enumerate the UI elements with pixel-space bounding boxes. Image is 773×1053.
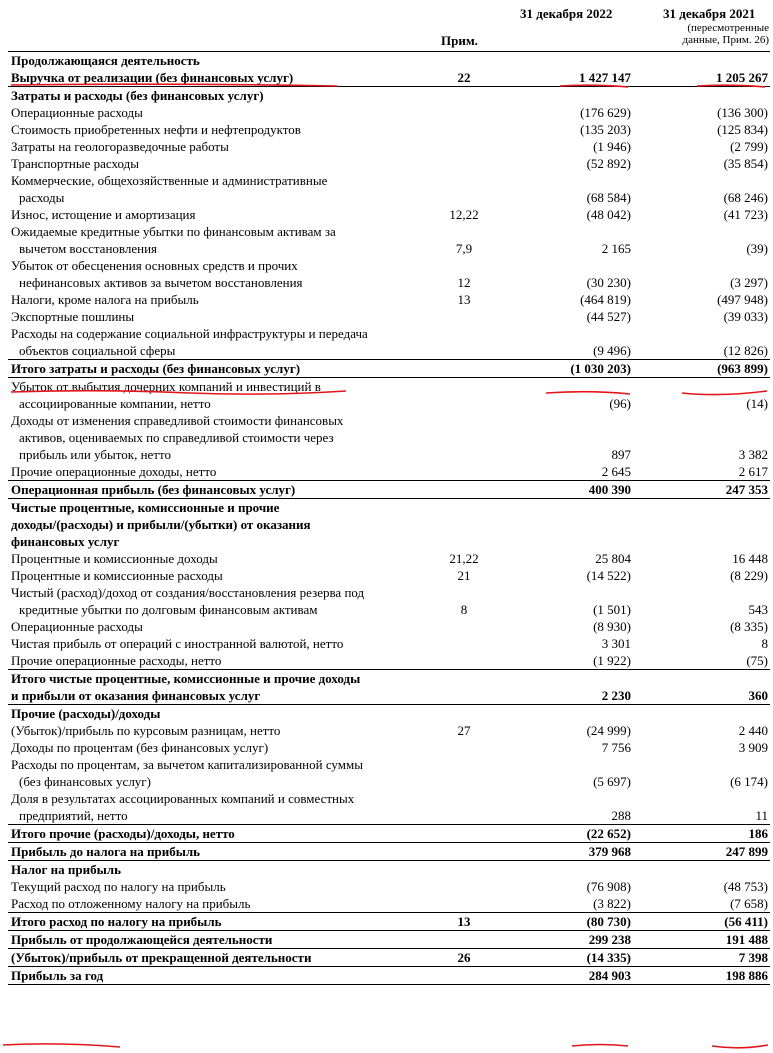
- row-label-continuation: активов, оцениваемых по справедливой стоимости через: [19, 430, 334, 445]
- row-label-line: Убыток от выбытия дочерних компаний и инвестиций в: [11, 379, 321, 394]
- statement-row: [8, 87, 770, 105]
- row-value-2022: 284 903: [495, 967, 633, 985]
- statement-row: [8, 481, 770, 499]
- row-note-ref: [433, 172, 495, 206]
- row-value-2021: 1 205 267: [716, 70, 768, 85]
- statement-row: [8, 206, 770, 223]
- row-value-2021: [633, 705, 770, 723]
- row-note-ref: [433, 412, 495, 463]
- row-label: [8, 790, 433, 825]
- statement-row: [8, 172, 770, 206]
- row-label: [8, 825, 433, 843]
- statement-row: [8, 670, 770, 705]
- row-value-2022: (76 908): [586, 879, 631, 894]
- statement-row: [8, 69, 770, 87]
- statement-row: [8, 931, 770, 949]
- row-value-2022: (52 892): [586, 156, 631, 171]
- row-label: [8, 967, 433, 985]
- statement-row: [8, 705, 770, 723]
- row-note-ref: [433, 308, 495, 325]
- statement-row: [8, 825, 770, 843]
- row-label-line: (Убыток)/прибыль по курсовым разницам, нетто: [11, 723, 281, 738]
- row-value-2021: (8 335): [730, 619, 768, 634]
- row-value-2021: 2 440: [738, 723, 768, 738]
- row-note-ref: [433, 843, 495, 861]
- row-label: [8, 325, 433, 360]
- row-note-ref: [433, 325, 495, 360]
- row-label-line: Выручка от реализации (без финансовых услуг): [11, 70, 294, 85]
- row-note-ref: [433, 618, 495, 635]
- row-note-ref: [433, 360, 495, 378]
- row-note-ref: [433, 155, 495, 172]
- row-value-2022: (1 501): [593, 602, 631, 617]
- row-value-2021: 198 886: [633, 967, 770, 985]
- row-label: [8, 652, 433, 670]
- row-label-line: Ожидаемые кредитные убытки по финансовым активам за: [11, 224, 336, 239]
- row-value-2022: (96): [495, 378, 633, 413]
- row-label: [8, 618, 433, 635]
- row-label: [8, 138, 433, 155]
- statement-row: [8, 550, 770, 567]
- row-value-2022: (80 730): [495, 913, 633, 931]
- statement-row: [8, 291, 770, 308]
- row-value-2021: (39 033): [723, 309, 768, 324]
- row-label: [8, 69, 433, 87]
- row-label-line: Доходы по процентам (без финансовых услуг): [11, 740, 269, 755]
- underline-profit-year-label: [3, 1044, 120, 1047]
- row-value-2021: [633, 499, 770, 551]
- statement-row: [8, 412, 770, 463]
- row-label-line: Процентные и комиссионные доходы: [11, 551, 218, 566]
- row-value-2022: [495, 861, 633, 879]
- row-label: [8, 360, 433, 378]
- statement-row: [8, 567, 770, 584]
- row-note-ref: 7,9: [455, 241, 473, 256]
- row-label: [8, 412, 433, 463]
- statement-row: [8, 949, 770, 967]
- row-label-line: Процентные и комиссионные расходы: [11, 568, 223, 583]
- row-value-2021: (41 723): [723, 207, 768, 222]
- row-value-2021: [633, 861, 770, 879]
- row-note-ref: 21: [457, 568, 471, 583]
- statement-row: [8, 635, 770, 652]
- row-label-line: Прочие операционные расходы, нетто: [11, 653, 222, 668]
- row-value-2022: (9 496): [593, 343, 631, 358]
- row-value-2022: (14 335): [495, 949, 633, 967]
- row-value-2022: 299 238: [495, 931, 633, 949]
- row-value-2022: 2 645: [601, 464, 631, 479]
- statement-row: [8, 895, 770, 913]
- row-label-line: Доля в результатах ассоциированных компаний и совместных: [11, 791, 355, 806]
- statement-row: [8, 790, 770, 825]
- row-value-2022: [495, 705, 633, 723]
- row-label: [8, 223, 433, 257]
- statement-row: [8, 843, 770, 861]
- row-label-line: Операционные расходы: [11, 619, 143, 634]
- row-note-ref: [433, 790, 495, 825]
- row-value-2021: (39): [746, 241, 768, 256]
- row-value-2022: [495, 52, 633, 70]
- row-label-line: Чистые процентные, комиссионные и прочие: [11, 500, 280, 515]
- underline-profit-year-2021: [712, 1045, 768, 1048]
- row-label-line: Экспортные пошлины: [11, 309, 135, 324]
- header-col-2021-note-line2: данные, Прим. 26): [682, 34, 769, 46]
- row-label: [8, 567, 433, 584]
- row-note-ref: 22: [457, 70, 471, 85]
- row-value-2022: (22 652): [495, 825, 633, 843]
- row-value-2021: (8 229): [730, 568, 768, 583]
- statement-row: [8, 463, 770, 481]
- statement-row: [8, 223, 770, 257]
- row-value-2021: (48 753): [723, 879, 768, 894]
- row-label-continuation: ассоциированные компании, нетто: [19, 396, 211, 411]
- statement-row: [8, 138, 770, 155]
- row-value-2022: (30 230): [586, 275, 631, 290]
- row-value-2022: (5 697): [593, 774, 631, 789]
- row-label-line: Чистый (расход)/доход от создания/восстановления резерва под: [11, 585, 365, 600]
- row-label-continuation: прибыль или убыток, нетто: [19, 447, 172, 462]
- header-col-2021-note: [683, 22, 769, 46]
- row-label: [8, 104, 433, 121]
- row-label-continuation: финансовых услуг: [11, 534, 120, 549]
- underline-profit-year-2022: [572, 1045, 628, 1047]
- row-label-line: Коммерческие, общехозяйственные и административные: [11, 173, 328, 188]
- row-note-ref: [433, 878, 495, 895]
- row-value-2022: (48 042): [586, 207, 631, 222]
- row-label-line: Итого расход по налогу на прибыль: [11, 914, 222, 929]
- row-label: [8, 670, 433, 705]
- row-label: [8, 481, 433, 499]
- row-value-2021: (68 246): [723, 190, 768, 205]
- statement-row: [8, 722, 770, 739]
- row-label-continuation: (без финансовых услуг): [19, 774, 151, 789]
- row-value-2022: (135 203): [580, 122, 631, 137]
- row-note-ref: [433, 481, 495, 499]
- row-value-2022: 25 804: [595, 551, 631, 566]
- statement-row: [8, 913, 770, 931]
- row-label-continuation: кредитные убытки по долговым финансовым активам: [19, 602, 318, 617]
- row-label-line: Износ, истощение и амортизация: [11, 207, 196, 222]
- row-label: [8, 584, 433, 618]
- row-value-2021: (6 174): [730, 774, 768, 789]
- row-note-ref: [433, 705, 495, 723]
- row-label-line: Итого чистые процентные, комиссионные и прочие доходы: [11, 671, 361, 686]
- row-label-line: Продолжающаяся деятельность: [11, 53, 200, 68]
- row-value-2021: 543: [748, 602, 768, 617]
- row-value-2022: 2 165: [601, 241, 631, 256]
- row-value-2022: (68 584): [586, 190, 631, 205]
- header-col-2021: 31 декабря 2021: [663, 6, 756, 21]
- row-note-ref: 13: [457, 292, 471, 307]
- row-label-line: Прибыль от продолжающейся деятельности: [11, 932, 273, 947]
- row-label: [8, 861, 433, 879]
- row-label: [8, 121, 433, 138]
- row-value-2022: 3 301: [601, 636, 631, 651]
- row-value-2022: (176 629): [580, 105, 631, 120]
- row-value-2021: (12 826): [723, 343, 768, 358]
- row-value-2021: 191 488: [633, 931, 770, 949]
- statement-row: [8, 104, 770, 121]
- row-label: [8, 635, 433, 652]
- row-value-2021: (75): [746, 653, 768, 668]
- statement-row: [8, 861, 770, 879]
- row-value-2021: (7 658): [730, 896, 768, 911]
- row-value-2021: (14): [633, 378, 770, 413]
- row-label-line: Убыток от обесценения основных средств и прочих: [11, 258, 298, 273]
- statement-row: [8, 360, 770, 378]
- row-value-2021: 360: [633, 670, 770, 705]
- statement-row: [8, 652, 770, 670]
- row-label: [8, 87, 433, 105]
- row-value-2022: (1 946): [593, 139, 631, 154]
- row-label: [8, 257, 433, 291]
- row-value-2021: (497 948): [717, 292, 768, 307]
- statement-row: [8, 967, 770, 985]
- income-statement-table: [8, 51, 770, 985]
- row-value-2021: (56 411): [633, 913, 770, 931]
- row-label-line: Расходы на содержание социальной инфраструктуры и передача: [11, 326, 368, 341]
- row-value-2022: 2 230: [495, 670, 633, 705]
- row-label-line: Итого затраты и расходы (без финансовых услуг): [11, 361, 301, 376]
- row-note-ref: [433, 52, 495, 70]
- row-label-continuation: объектов социальной сферы: [19, 343, 176, 358]
- row-label-continuation: вычетом восстановления: [19, 241, 158, 256]
- row-value-2022: (1 030 203): [495, 360, 633, 378]
- row-value-2021: (125 834): [717, 122, 768, 137]
- row-value-2021: [633, 52, 770, 70]
- statement-row: [8, 756, 770, 790]
- row-value-2021: 186: [633, 825, 770, 843]
- row-note-ref: [433, 121, 495, 138]
- row-note-ref: [433, 756, 495, 790]
- row-label-line: Расходы по процентам, за вычетом капитализированной суммы: [11, 757, 363, 772]
- row-label: [8, 308, 433, 325]
- row-label: [8, 722, 433, 739]
- row-label-continuation: и прибыли от оказания финансовых услуг: [11, 688, 261, 703]
- row-label: [8, 913, 433, 931]
- statement-row: [8, 878, 770, 895]
- row-label: [8, 206, 433, 223]
- row-value-2021: (35 854): [723, 156, 768, 171]
- row-label-line: Транспортные расходы: [11, 156, 139, 171]
- row-note-ref: [433, 895, 495, 913]
- row-label: [8, 756, 433, 790]
- row-label: [8, 739, 433, 756]
- row-note-ref: 21,22: [449, 551, 479, 566]
- row-note-ref: [433, 635, 495, 652]
- row-value-2021: 3 909: [738, 740, 768, 755]
- statement-row: [8, 739, 770, 756]
- row-label-continuation: расходы: [19, 190, 65, 205]
- row-label-continuation: доходы/(расходы) и прибыли/(убытки) от оказания: [11, 517, 311, 532]
- row-value-2021: (963 899): [633, 360, 770, 378]
- row-label: [8, 463, 433, 481]
- row-label: [8, 550, 433, 567]
- row-label-line: Затраты на геологоразведочные работы: [11, 139, 229, 154]
- row-label-line: Доходы от изменения справедливой стоимости финансовых: [11, 413, 344, 428]
- statement-row: [8, 308, 770, 325]
- row-value-2022: (14 522): [586, 568, 631, 583]
- row-value-2021: [633, 87, 770, 105]
- row-label-line: Налоги, кроме налога на прибыль: [11, 292, 199, 307]
- row-note-ref: [433, 499, 495, 551]
- row-value-2021: (2 799): [730, 139, 768, 154]
- row-label: [8, 155, 433, 172]
- row-label-line: Текущий расход по налогу на прибыль: [11, 879, 226, 894]
- row-note-ref: 8: [460, 602, 468, 617]
- statement-row: [8, 499, 770, 551]
- statement-row: [8, 618, 770, 635]
- row-value-2021: 16 448: [732, 551, 768, 566]
- row-label: [8, 878, 433, 895]
- row-value-2021: 247 899: [633, 843, 770, 861]
- row-value-2022: 7 756: [601, 740, 631, 755]
- statement-row: [8, 121, 770, 138]
- row-value-2022: 379 968: [495, 843, 633, 861]
- row-label-line: Операционная прибыль (без финансовых услуг): [11, 482, 296, 497]
- row-value-2021: (136 300): [717, 105, 768, 120]
- row-note-ref: [433, 861, 495, 879]
- row-value-2022: (1 922): [593, 653, 631, 668]
- row-label-line: Прочие операционные доходы, нетто: [11, 464, 217, 479]
- row-label-line: Прибыль до налога на прибыль: [11, 844, 201, 859]
- statement-row: [8, 325, 770, 360]
- row-note-ref: [433, 87, 495, 105]
- row-note-ref: 12,22: [449, 207, 479, 222]
- row-value-2022: (44 527): [586, 309, 631, 324]
- row-value-2021: (3 297): [730, 275, 768, 290]
- row-label: [8, 843, 433, 861]
- row-value-2022: (464 819): [580, 292, 631, 307]
- row-label: [8, 499, 433, 551]
- row-value-2022: 897: [611, 447, 631, 462]
- row-label-continuation: нефинансовых активов за вычетом восстановления: [19, 275, 303, 290]
- row-label-line: (Убыток)/прибыль от прекращенной деятельности: [11, 950, 312, 965]
- statement-row: [8, 155, 770, 172]
- row-value-2022: 288: [611, 808, 631, 823]
- row-label: [8, 895, 433, 913]
- row-note-ref: [433, 138, 495, 155]
- statement-row: [8, 378, 770, 413]
- row-label-line: Налог на прибыль: [11, 862, 121, 877]
- row-label: [8, 291, 433, 308]
- row-value-2021: 3 382: [738, 447, 768, 462]
- row-label: [8, 705, 433, 723]
- row-label: [8, 52, 433, 70]
- row-value-2021: 7 398: [633, 949, 770, 967]
- row-label-line: Операционные расходы: [11, 105, 143, 120]
- row-value-2022: (8 930): [593, 619, 631, 634]
- row-note-ref: [433, 931, 495, 949]
- row-note-ref: [433, 670, 495, 705]
- row-label: [8, 949, 433, 967]
- statement-row: [8, 52, 770, 70]
- statement-row: [8, 584, 770, 618]
- row-label-line: Прочие (расходы)/доходы: [11, 706, 161, 721]
- row-label-line: Прибыль за год: [11, 968, 104, 983]
- row-note-ref: [433, 378, 495, 413]
- statement-body: [8, 52, 770, 985]
- row-label-line: Итого прочие (расходы)/доходы, нетто: [11, 826, 235, 841]
- header-note-column: Прим.: [441, 33, 478, 48]
- row-note-ref: [433, 652, 495, 670]
- row-label-line: Чистая прибыль от операций с иностранной валютой, нетто: [11, 636, 344, 651]
- row-label-line: Затраты и расходы (без финансовых услуг): [11, 88, 264, 103]
- statement-row: [8, 257, 770, 291]
- row-note-ref: 13: [433, 913, 495, 931]
- header-col-2022: 31 декабря 2022: [520, 6, 613, 21]
- row-note-ref: 12: [457, 275, 471, 290]
- row-label-line: Стоимость приобретенных нефти и нефтепродуктов: [11, 122, 301, 137]
- row-value-2022: [495, 499, 633, 551]
- row-note-ref: [433, 463, 495, 481]
- row-value-2021: 247 353: [633, 481, 770, 499]
- row-note-ref: [433, 739, 495, 756]
- row-value-2021: 2 617: [738, 464, 768, 479]
- row-value-2022: [495, 87, 633, 105]
- row-value-2021: 8: [761, 636, 768, 651]
- row-label-line: Расход по отложенному налогу на прибыль: [11, 896, 251, 911]
- row-label-continuation: предприятий, нетто: [19, 808, 128, 823]
- row-label: [8, 378, 433, 413]
- row-label: [8, 172, 433, 206]
- row-value-2022: (3 822): [593, 896, 631, 911]
- row-value-2022: (24 999): [586, 723, 631, 738]
- row-note-ref: 26: [433, 949, 495, 967]
- row-note-ref: [433, 967, 495, 985]
- row-value-2022: 1 427 147: [579, 70, 631, 85]
- row-note-ref: 27: [457, 723, 471, 738]
- row-note-ref: [433, 825, 495, 843]
- row-label: [8, 931, 433, 949]
- row-value-2021: 11: [755, 808, 768, 823]
- header-col-2021-note-line1: (пересмотренные: [687, 22, 769, 34]
- row-note-ref: [433, 104, 495, 121]
- row-value-2022: 400 390: [495, 481, 633, 499]
